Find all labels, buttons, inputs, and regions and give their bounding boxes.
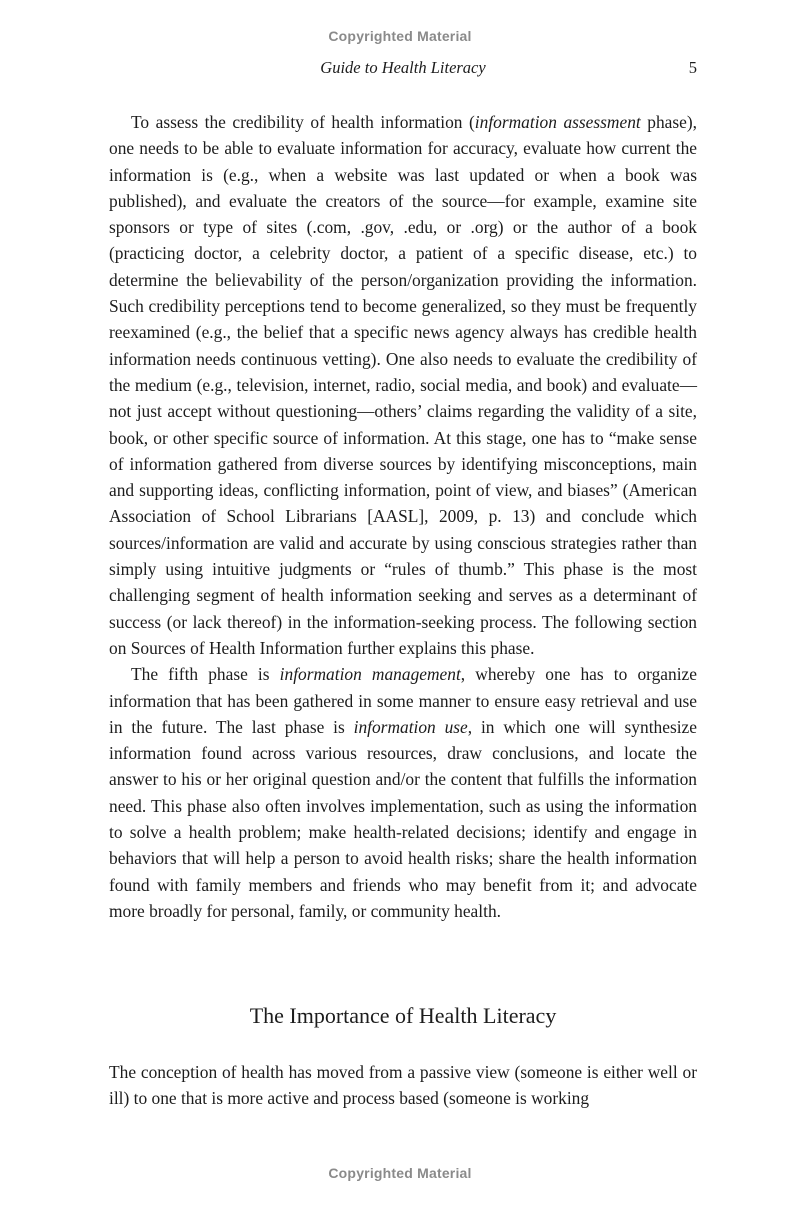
section-body xyxy=(109,1059,697,1112)
copyright-watermark-bottom: Copyrighted Material xyxy=(328,1165,472,1181)
section-heading: The Importance of Health Literacy xyxy=(249,1003,557,1028)
paragraph-text: The fifth phase is xyxy=(131,664,280,685)
running-header xyxy=(109,58,697,80)
paragraph-text: , in which one will synthesize information found across various resources, draw conclusions, and locate the answer to his or her original question and/or the content that fulfills the information need. This phase also often involves implementation, such as using the information to solve a health problem; make health-related decisions; identify and engage in behaviors that will help a person to avoid health risks; share the health information found with family members and friends who may benefit from it; and advocate more broadly for personal, family, or community health. xyxy=(109,716,697,921)
italic-term: information assessment xyxy=(474,112,641,132)
page-number: 5 xyxy=(688,58,697,77)
paragraph-text: , whereby one has to organize information that has been gathered in some manner to ensure easy retrieval and use in the future. The last phase is xyxy=(109,664,697,737)
paragraph: The conception of health has moved from a passive view (someone is either well or ill) to one that is more active and process based (someone is working xyxy=(109,1062,697,1109)
body-text xyxy=(109,109,697,924)
copyright-watermark-top: Copyrighted Material xyxy=(328,28,472,44)
paragraph-text: To assess the credibility of health information ( xyxy=(131,112,475,132)
running-title: Guide to Health Literacy xyxy=(320,58,486,77)
paragraph xyxy=(109,661,697,924)
italic-term: information use xyxy=(353,716,468,737)
paragraph xyxy=(109,109,697,661)
italic-term: information management xyxy=(279,664,461,685)
paragraph-text: phase), one needs to be able to evaluate information for accuracy, evaluate how current the information is (e.g., when a website was last updated or when a book was published), and evaluate the creators of the source—for example, examine site sponsors or type of sites (.com, .gov, .edu, or .org) or the author of a book (practicing doctor, a celebrity doctor, a patient of a specific disease, etc.) to determine the believability of the person/organization providing the information. Such credibility perceptions tend to become generalized, so they must be frequently reexamined (e.g., the belief that a specific news agency always has credible health information needs continuous vetting). One also needs to evaluate the credibility of the medium (e.g., television, internet, radio, social media, and book) and evaluate—not just accept without questioning—others’ claims regarding the validity of a site, book, or other specific source of information. At this stage, one has to “make sense of information gathered from diverse sources by identifying misconceptions, main and supporting ideas, conflicting information, point of view, and biases” (American Association of School Librarians [AASL], 2009, p. 13) and conclude which sources/information are valid and accurate by using conscious strategies rather than simply using intuitive judgments or “rules of thumb.” This phase is the most challenging segment of health information seeking and serves as a determinant of success (or lack thereof) in the information-seeking process. The following section on Sources of Health Information further explains this phase. xyxy=(109,112,697,658)
